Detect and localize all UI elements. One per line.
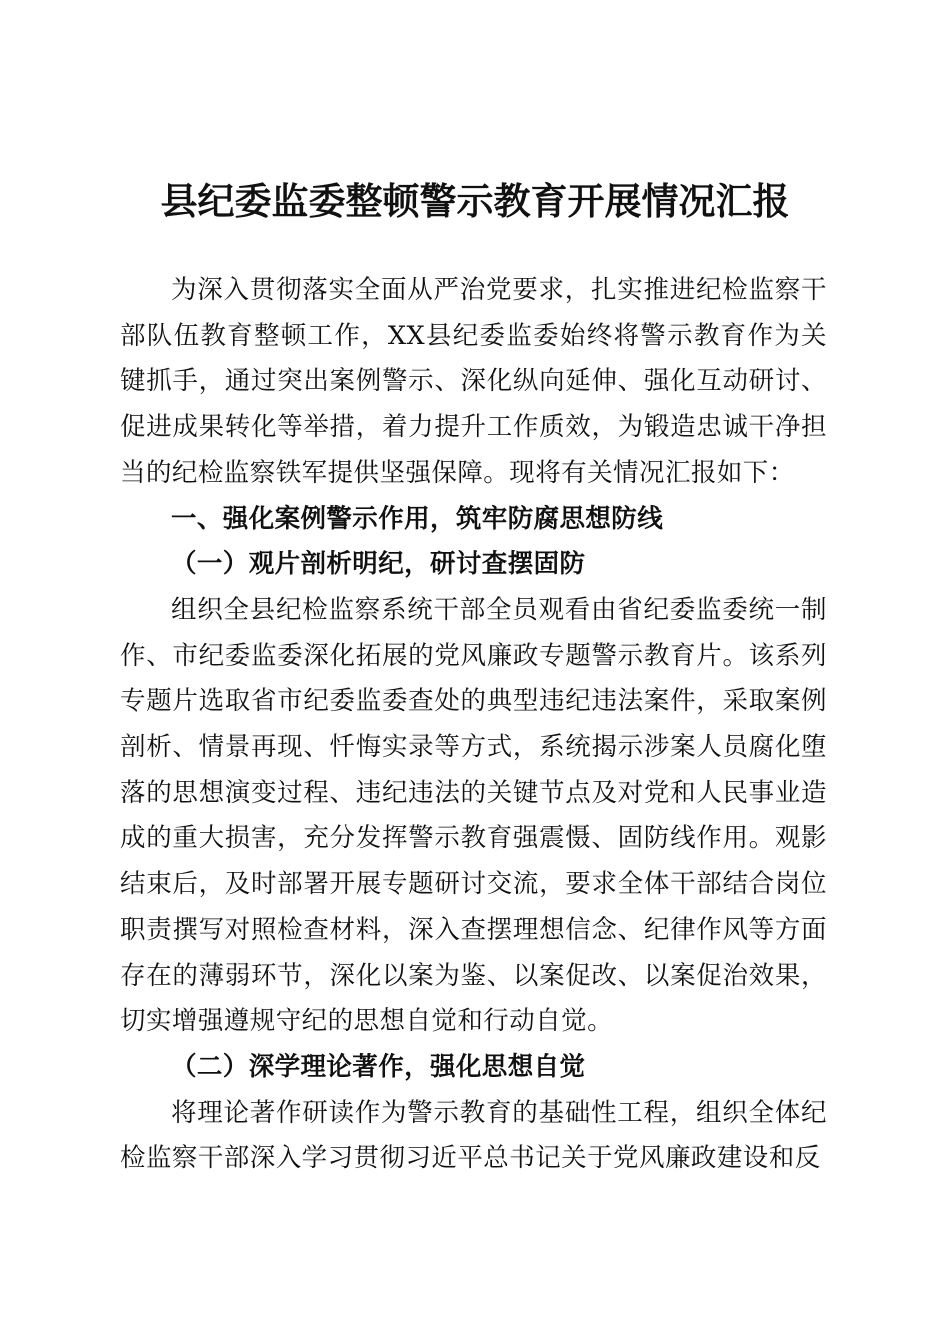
section-heading-1: 一、强化案例警示作用，筑牢防腐思想防线 (171, 503, 664, 534)
subsection-2-paragraph: 将理论著作研读作为警示教育的基础性工程，组织全体纪检监察干部深入学习贯彻习近平总书记关于党风廉政建设和反 (120, 1097, 827, 1174)
subsection-heading-1: （一）观片剖析明纪，研讨查摆固防 (171, 549, 586, 580)
intro-paragraph: 为深入贯彻落实全面从严治党要求，扎实推进纪检监察干部队伍教育整顿工作，XX县纪委监委始终将警示教育作为关键抓手，通过突出案例警示、深化纵向延伸、强化互动研讨、促进成果转化等举措，着力提升工作质效，为锻造忠诚干净担当的纪检监察铁军提供坚强保障。现将有关情况汇报如下： (120, 275, 827, 488)
document-title: 县纪委监委整顿警示教育开展情况汇报 (160, 180, 790, 223)
subsection-heading-2: （二）深学理论著作，强化思想自觉 (171, 1051, 586, 1082)
subsection-1-paragraph: 组织全县纪检监察系统干部全员观看由省纪委监委统一制作、市纪委监委深化拓展的党风廉政专题警示教育片。该系列专题片选取省市纪委监委查处的典型违纪违法案件，采取案例剖析、情景再现、忏悔实录等方式，系统揭示涉案人员腐化堕落的思想演变过程、违纪违法的关键节点及对党和人民事业造成的重大损害，充分发挥警示教育强震慑、固防线作用。观影结束后，及时部署开展专题研讨交流，要求全体干部结合岗位职责撰写对照检查材料，深入查摆理想信念、纪律作风等方面存在的薄弱环节，深化以案为鉴、以案促改、以案促治效果，切实增强遵规守纪的思想自觉和行动自觉。 (120, 594, 827, 1037)
document-body (120, 268, 827, 1182)
